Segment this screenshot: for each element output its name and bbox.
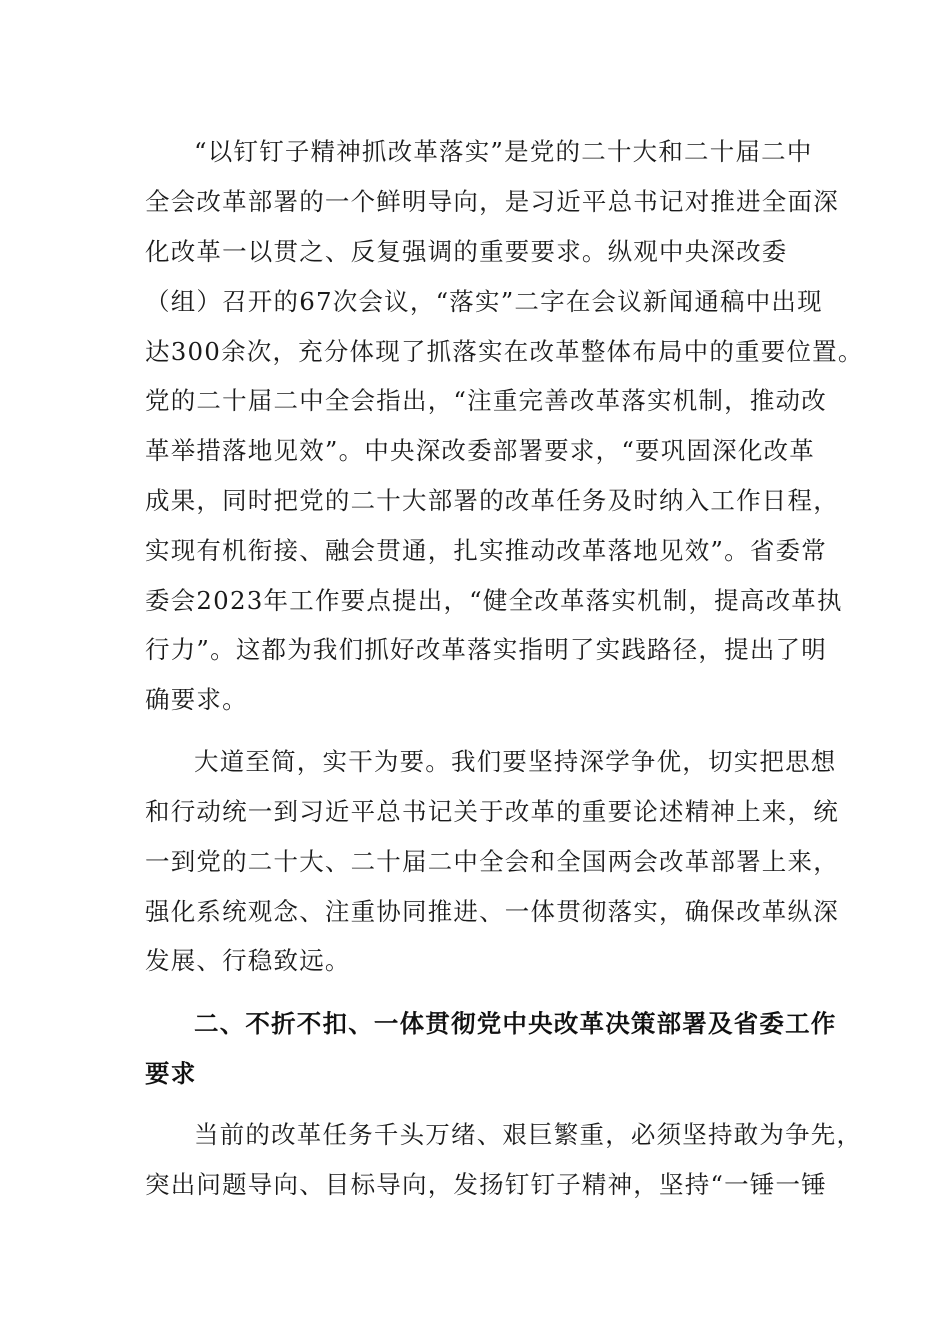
paragraph-line: 达300余次，充分体现了抓落实在改革整体布局中的重要位置。 bbox=[145, 337, 864, 366]
paragraph-line: 确要求。 bbox=[145, 685, 248, 714]
paragraph-line: 一到党的二十大、二十届二中全会和全国两会改革部署上来， bbox=[145, 847, 839, 876]
paragraph-line: 化改革一以贯之、反复强调的重要要求。纵观中央深改委 bbox=[145, 237, 788, 266]
section-heading-line: 二、不折不扣、一体贯彻党中央改革决策部署及省委工作 bbox=[194, 1009, 837, 1038]
section-heading-line: 要求 bbox=[145, 1059, 197, 1088]
paragraph-line: （组）召开的67次会议，“落实”二字在会议新闻通稿中出现 bbox=[145, 287, 823, 316]
paragraph-line: 突出问题导向、目标导向，发扬钉钉子精神，坚持“一锤一锤 bbox=[145, 1170, 827, 1199]
paragraph-line: 成果，同时把党的二十大部署的改革任务及时纳入工作日程， bbox=[145, 486, 839, 515]
paragraph-line: 强化系统观念、注重协同推进、一体贯彻落实，确保改革纵深 bbox=[145, 897, 839, 926]
paragraph-line: 党的二十届二中全会指出，“注重完善改革落实机制，推动改 bbox=[145, 386, 827, 415]
paragraph-line: 和行动统一到习近平总书记关于改革的重要论述精神上来，统 bbox=[145, 797, 839, 826]
paragraph-line: 大道至简，实干为要。我们要坚持深学争优，切实把思想 bbox=[194, 747, 837, 776]
paragraph-line: 当前的改革任务千头万绪、艰巨繁重，必须坚持敢为争先， bbox=[194, 1120, 863, 1149]
paragraph-line: “以钉钉子精神抓改革落实”是党的二十大和二十届二中 bbox=[194, 137, 813, 166]
paragraph-line: 发展、行稳致远。 bbox=[145, 946, 351, 975]
paragraph-line: 革举措落地见效”。中央深改委部署要求，“要巩固深化改革 bbox=[145, 436, 815, 465]
paragraph-line: 行力”。这都为我们抓好改革落实指明了实践路径，提出了明 bbox=[145, 635, 827, 664]
paragraph-line: 实现有机衔接、融会贯通，扎实推动改革落地见效”。省委常 bbox=[145, 536, 827, 565]
paragraph-line: 委会2023年工作要点提出，“健全改革落实机制，提高改革执 bbox=[145, 586, 843, 615]
paragraph-line: 全会改革部署的一个鲜明导向，是习近平总书记对推进全面深 bbox=[145, 187, 839, 216]
